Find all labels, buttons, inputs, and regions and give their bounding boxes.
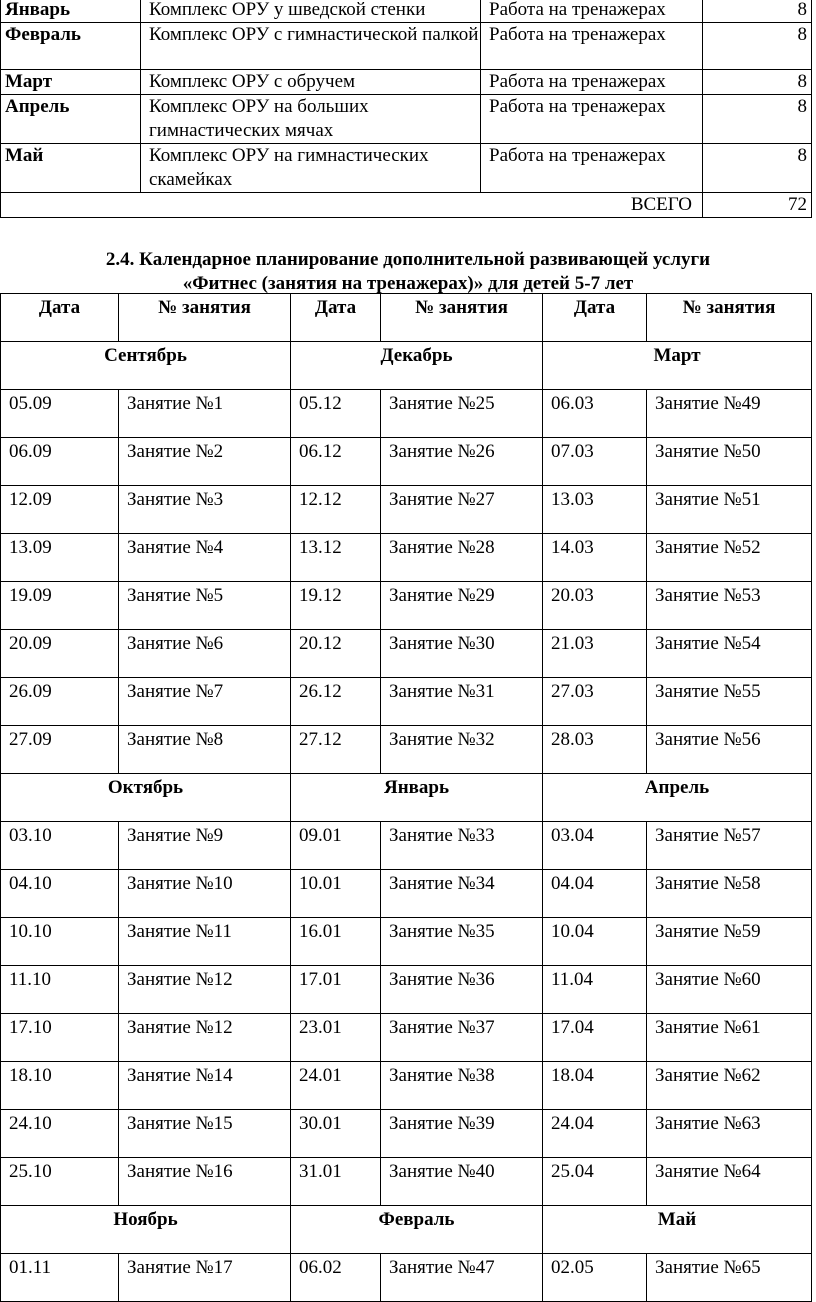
date-cell: 24.04 [543,1110,647,1158]
complex-cell: Комплекс ОРУ на больших гимнастических мячах [141,95,481,144]
lesson-cell: Занятие №7 [119,678,291,726]
lesson-cell: Занятие №37 [381,1014,543,1062]
date-cell: 05.12 [291,390,381,438]
count-cell: 8 [703,95,812,144]
date-cell: 20.12 [291,630,381,678]
date-cell: 12.09 [1,486,119,534]
date-cell: 13.03 [543,486,647,534]
date-cell: 18.04 [543,1062,647,1110]
complex-cell: Комплекс ОРУ с обручем [141,70,481,95]
date-cell: 12.12 [291,486,381,534]
lesson-cell: Занятие №25 [381,390,543,438]
date-cell: 17.01 [291,966,381,1014]
month-heading: Май [543,1206,812,1254]
date-cell: 20.03 [543,582,647,630]
schedule-row [1,630,812,678]
date-cell: 27.09 [1,726,119,774]
count-cell: 8 [703,144,812,193]
lesson-cell: Занятие №58 [647,870,812,918]
schedule-row [1,822,812,870]
lesson-cell: Занятие №27 [381,486,543,534]
date-cell: 19.12 [291,582,381,630]
lesson-cell: Занятие №5 [119,582,291,630]
date-cell: 13.09 [1,534,119,582]
work-cell: Работа на тренажерах [481,23,703,70]
lesson-cell: Занятие №3 [119,486,291,534]
work-cell: Работа на тренажерах [481,95,703,144]
lesson-cell: Занятие №26 [381,438,543,486]
lesson-cell: Занятие №12 [119,966,291,1014]
month-cell: Март [1,70,141,95]
lesson-cell: Занятие №12 [119,1014,291,1062]
complex-cell: Комплекс ОРУ на гимнастических скамейках [141,144,481,193]
schedule-row [1,486,812,534]
month-cell: Апрель [1,95,141,144]
lesson-cell: Занятие №9 [119,822,291,870]
schedule-row [1,678,812,726]
lesson-cell: Занятие №30 [381,630,543,678]
column-header: Дата [291,294,381,342]
lesson-cell: Занятие №51 [647,486,812,534]
date-cell: 11.10 [1,966,119,1014]
lesson-cell: Занятие №63 [647,1110,812,1158]
date-cell: 04.04 [543,870,647,918]
lesson-cell: Занятие №2 [119,438,291,486]
date-cell: 03.10 [1,822,119,870]
date-cell: 16.01 [291,918,381,966]
summary-total-row [1,193,812,218]
lesson-cell: Занятие №47 [381,1254,543,1302]
month-heading: Декабрь [291,342,543,390]
date-cell: 25.04 [543,1158,647,1206]
lesson-cell: Занятие №56 [647,726,812,774]
lesson-cell: Занятие №8 [119,726,291,774]
date-cell: 30.01 [291,1110,381,1158]
work-cell: Работа на тренажерах [481,144,703,193]
complex-cell: Комплекс ОРУ с гимнастической палкой [141,23,481,70]
schedule-row [1,534,812,582]
date-cell: 18.10 [1,1062,119,1110]
count-cell: 8 [703,0,812,23]
schedule-row [1,1014,812,1062]
date-cell: 10.10 [1,918,119,966]
date-cell: 20.09 [1,630,119,678]
date-cell: 09.01 [291,822,381,870]
lesson-cell: Занятие №54 [647,630,812,678]
lesson-cell: Занятие №32 [381,726,543,774]
date-cell: 04.10 [1,870,119,918]
lesson-cell: Занятие №52 [647,534,812,582]
date-cell: 11.04 [543,966,647,1014]
total-label: ВСЕГО [1,193,703,218]
column-header: Дата [1,294,119,342]
schedule-row [1,438,812,486]
schedule-row [1,1254,812,1302]
lesson-cell: Занятие №33 [381,822,543,870]
month-row [1,342,812,390]
summary-row [1,0,812,23]
date-cell: 17.04 [543,1014,647,1062]
date-cell: 07.03 [543,438,647,486]
month-cell: Февраль [1,23,141,70]
date-cell: 06.09 [1,438,119,486]
lesson-cell: Занятие №50 [647,438,812,486]
date-cell: 10.04 [543,918,647,966]
date-cell: 24.10 [1,1110,119,1158]
lesson-cell: Занятие №10 [119,870,291,918]
schedule-row [1,390,812,438]
month-heading: Октябрь [1,774,291,822]
schedule-row [1,582,812,630]
date-cell: 06.12 [291,438,381,486]
date-cell: 13.12 [291,534,381,582]
date-cell: 03.04 [543,822,647,870]
lesson-cell: Занятие №55 [647,678,812,726]
complex-cell: Комплекс ОРУ у шведской стенки [141,0,481,23]
schedule-row [1,1110,812,1158]
month-heading: Апрель [543,774,812,822]
lesson-cell: Занятие №57 [647,822,812,870]
month-cell: Май [1,144,141,193]
month-heading: Март [543,342,812,390]
column-header: № занятия [647,294,812,342]
lesson-cell: Занятие №16 [119,1158,291,1206]
date-cell: 21.03 [543,630,647,678]
schedule-row [1,726,812,774]
lesson-cell: Занятие №31 [381,678,543,726]
date-cell: 14.03 [543,534,647,582]
schedule-row [1,870,812,918]
lesson-cell: Занятие №36 [381,966,543,1014]
month-cell: Январь [1,0,141,23]
date-cell: 06.02 [291,1254,381,1302]
month-heading: Февраль [291,1206,543,1254]
date-cell: 02.05 [543,1254,647,1302]
summary-row [1,144,812,193]
lesson-cell: Занятие №60 [647,966,812,1014]
count-cell: 8 [703,70,812,95]
date-cell: 27.03 [543,678,647,726]
date-cell: 23.01 [291,1014,381,1062]
lesson-cell: Занятие №17 [119,1254,291,1302]
column-header: Дата [543,294,647,342]
lesson-cell: Занятие №61 [647,1014,812,1062]
schedule-header-row [1,294,812,342]
lesson-cell: Занятие №64 [647,1158,812,1206]
lesson-cell: Занятие №40 [381,1158,543,1206]
lesson-cell: Занятие №14 [119,1062,291,1110]
month-row [1,1206,812,1254]
lesson-cell: Занятие №38 [381,1062,543,1110]
month-row [1,774,812,822]
date-cell: 06.03 [543,390,647,438]
lesson-cell: Занятие №29 [381,582,543,630]
work-cell: Работа на тренажерах [481,0,703,23]
date-cell: 25.10 [1,1158,119,1206]
month-heading: Январь [291,774,543,822]
schedule-row [1,966,812,1014]
lesson-cell: Занятие №35 [381,918,543,966]
schedule-row [1,1062,812,1110]
column-header: № занятия [119,294,291,342]
date-cell: 26.09 [1,678,119,726]
summary-table [0,0,812,218]
lesson-cell: Занятие №11 [119,918,291,966]
month-heading: Сентябрь [1,342,291,390]
lesson-cell: Занятие №59 [647,918,812,966]
lesson-cell: Занятие №39 [381,1110,543,1158]
date-cell: 24.01 [291,1062,381,1110]
lesson-cell: Занятие №15 [119,1110,291,1158]
schedule-table [0,293,812,1302]
total-value: 72 [703,193,812,218]
work-cell: Работа на тренажерах [481,70,703,95]
lesson-cell: Занятие №49 [647,390,812,438]
date-cell: 19.09 [1,582,119,630]
lesson-cell: Занятие №53 [647,582,812,630]
section-title-line1: 2.4. Календарное планирование дополнительной развивающей услуги [105,249,711,270]
schedule-row [1,1158,812,1206]
month-heading: Ноябрь [1,1206,291,1254]
section-title-line2: «Фитнес (занятия на тренажерах)» для детей 5-7 лет [182,273,634,294]
count-cell: 8 [703,23,812,70]
lesson-cell: Занятие №34 [381,870,543,918]
date-cell: 27.12 [291,726,381,774]
lesson-cell: Занятие №62 [647,1062,812,1110]
date-cell: 17.10 [1,1014,119,1062]
date-cell: 05.09 [1,390,119,438]
date-cell: 01.11 [1,1254,119,1302]
lesson-cell: Занятие №4 [119,534,291,582]
date-cell: 28.03 [543,726,647,774]
summary-row [1,95,812,144]
column-header: № занятия [381,294,543,342]
summary-row [1,23,812,70]
lesson-cell: Занятие №65 [647,1254,812,1302]
date-cell: 26.12 [291,678,381,726]
lesson-cell: Занятие №6 [119,630,291,678]
lesson-cell: Занятие №28 [381,534,543,582]
date-cell: 31.01 [291,1158,381,1206]
date-cell: 10.01 [291,870,381,918]
summary-row [1,70,812,95]
lesson-cell: Занятие №1 [119,390,291,438]
schedule-row [1,918,812,966]
